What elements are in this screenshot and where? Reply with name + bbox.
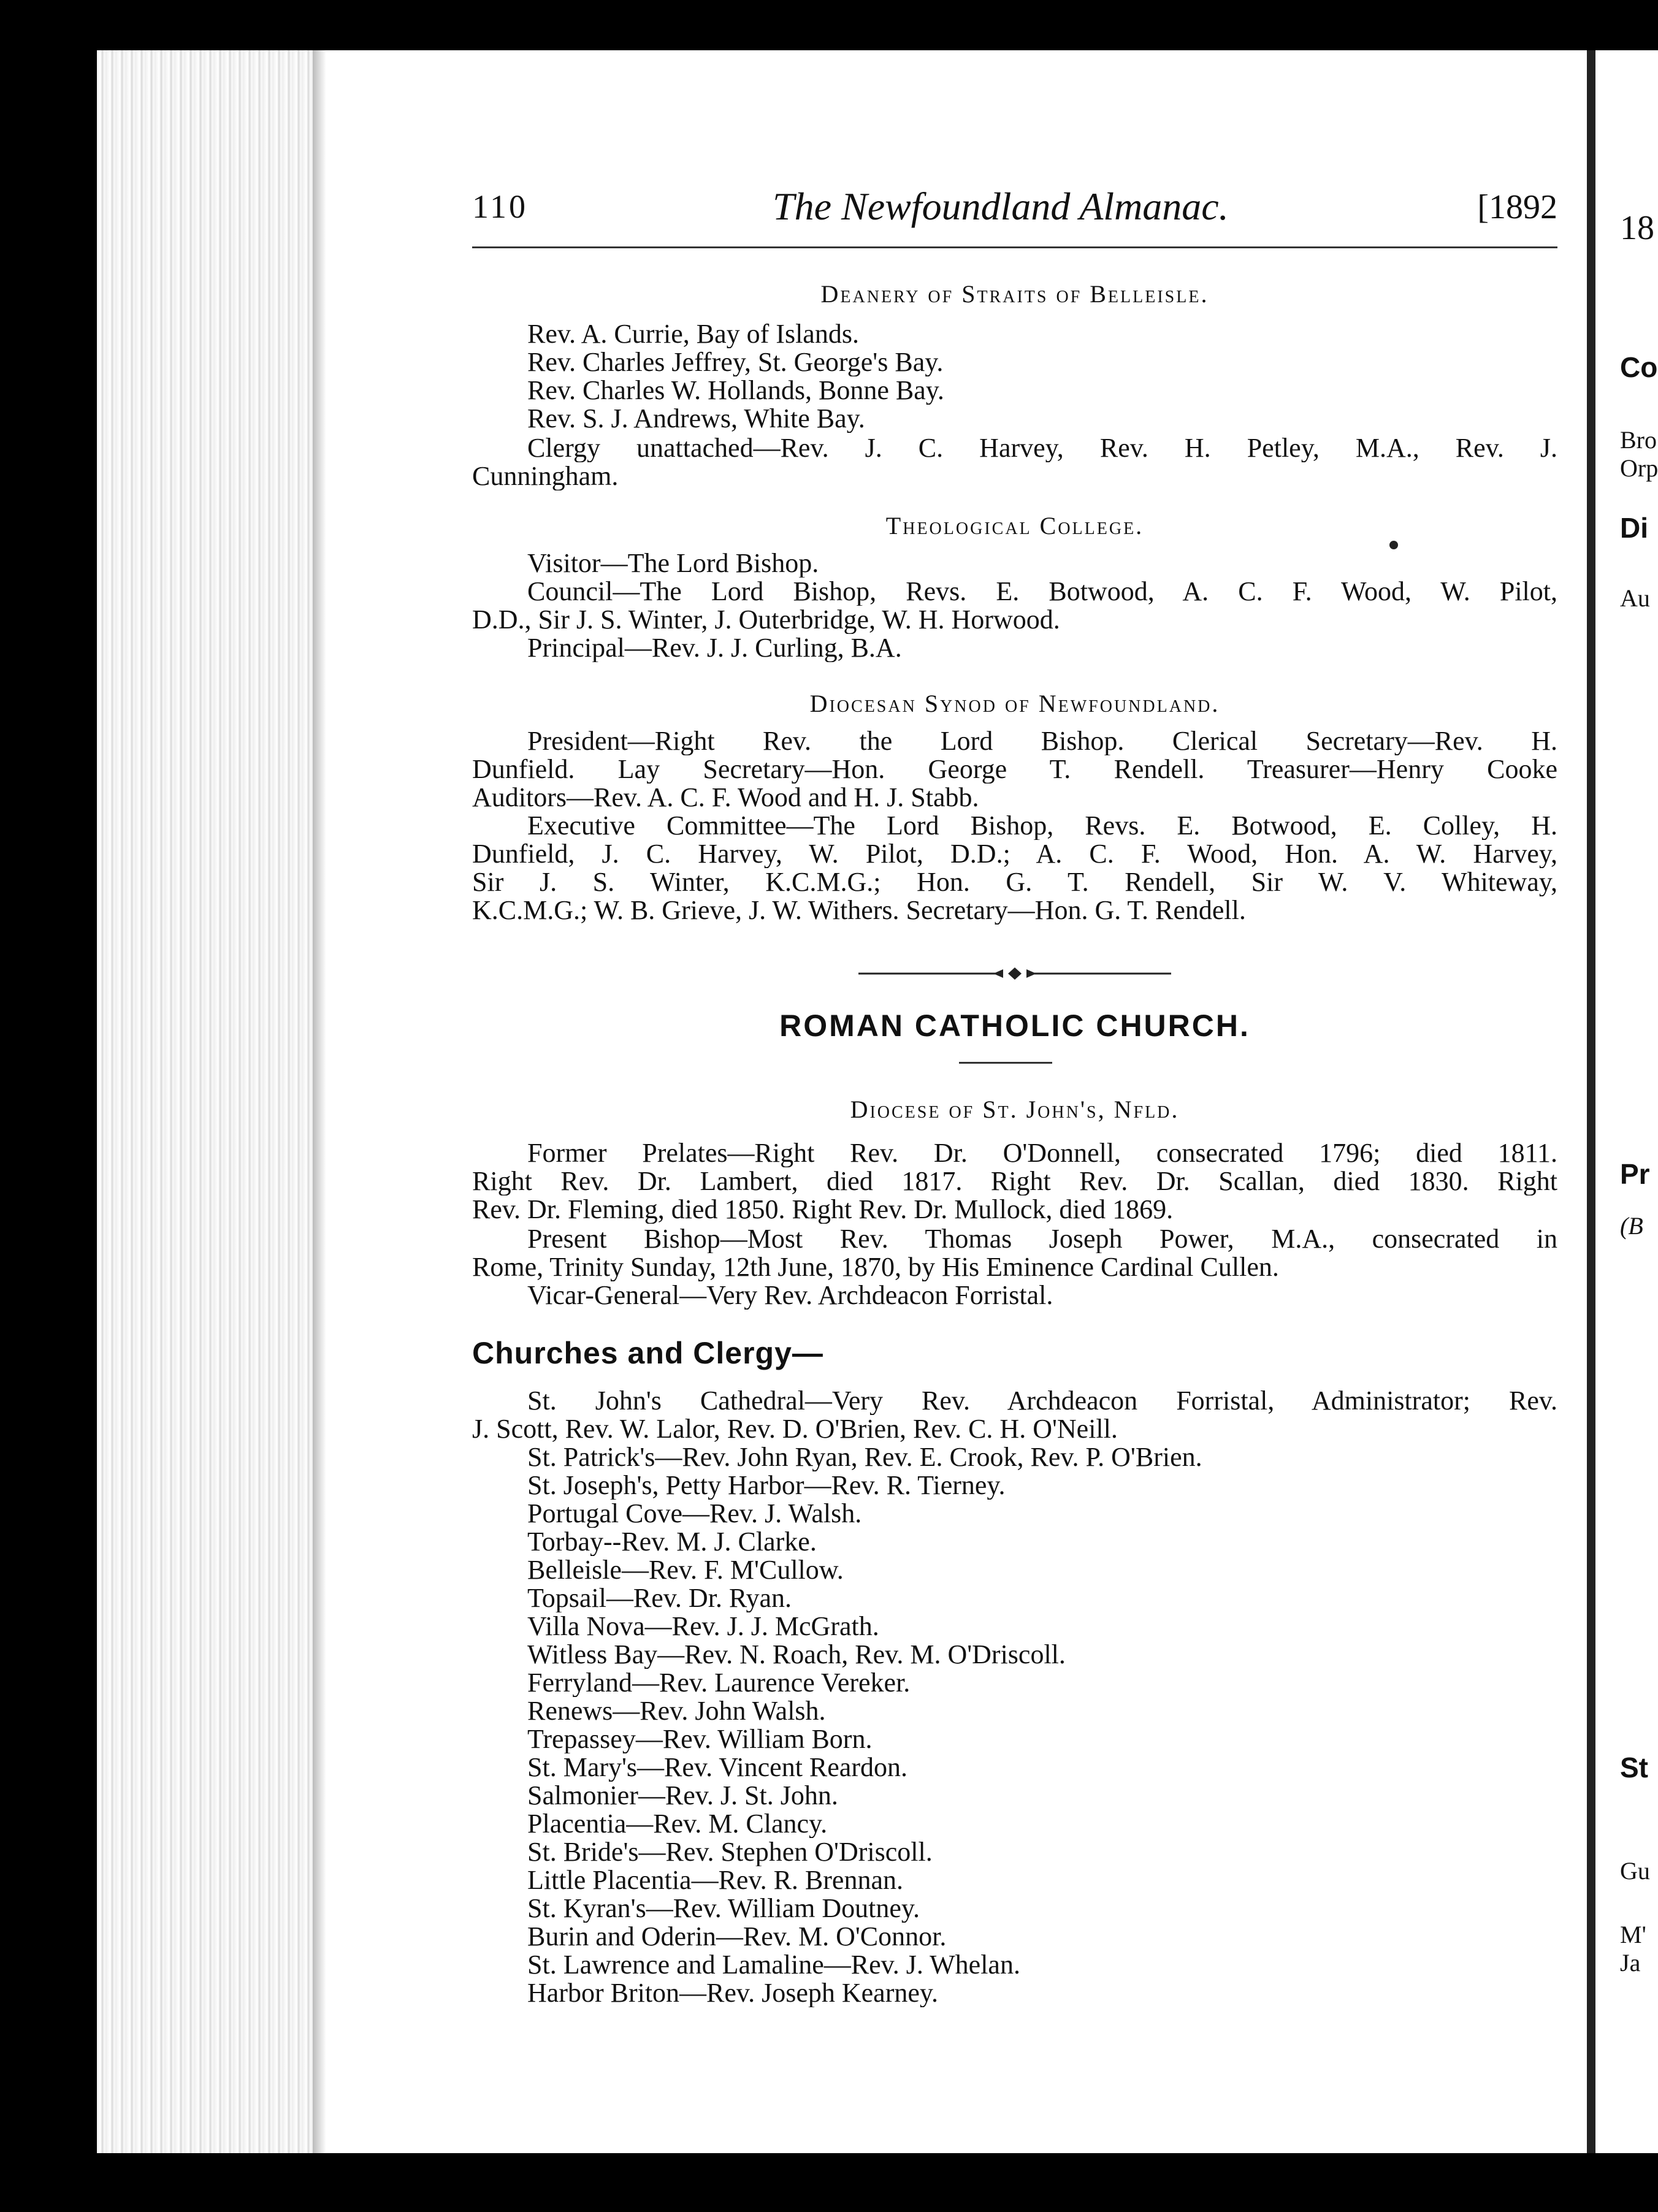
text-line: St. John's Cathedral—Very Rev. Archdeacon Forristal, Administrator; Rev. [527, 1387, 1557, 1415]
text-line: St. Bride's—Rev. Stephen O'Driscoll. [527, 1838, 933, 1866]
text-line: Auditors—Rev. A. C. F. Wood and H. J. Stabb. [472, 784, 979, 812]
text-line: St. Lawrence and Lamaline—Rev. J. Whelan. [527, 1951, 1020, 1979]
section-heading-deanery: Deanery of Straits of Belleisle. [820, 280, 1209, 308]
text-line: Little Placentia—Rev. R. Brennan. [527, 1866, 903, 1894]
text-line: St. Kyran's—Rev. William Doutney. [527, 1894, 920, 1923]
text-line: Council—The Lord Bishop, Revs. E. Botwood, A. C. F. Wood, W. Pilot, [527, 578, 1557, 606]
text-line: St. Patrick's—Rev. John Ryan, Rev. E. Crook, Rev. P. O'Brien. [527, 1443, 1202, 1471]
facing-page-number: 18 [1620, 209, 1654, 247]
scan-border-top [0, 0, 1658, 50]
facing-page-fragment [1595, 50, 1658, 2153]
title-underline [959, 1062, 1052, 1064]
text-line: Rev. Charles Jeffrey, St. George's Bay. [527, 348, 944, 376]
text-line: Dunfield, J. C. Harvey, W. Pilot, D.D.; A. C. F. Wood, Hon. A. W. Harvey, [472, 840, 1557, 868]
facing-heading-fragment: Pr [1620, 1158, 1650, 1190]
scan-border-left [0, 0, 97, 2212]
text-line: Burin and Oderin—Rev. M. O'Connor. [527, 1923, 947, 1951]
text-line: Rev. S. J. Andrews, White Bay. [527, 405, 865, 433]
text-line: Executive Committee—The Lord Bishop, Revs. E. Botwood, E. Colley, H. [527, 812, 1557, 840]
text-line: Witless Bay—Rev. N. Roach, Rev. M. O'Driscoll. [527, 1641, 1066, 1669]
text-line: St. Mary's—Rev. Vincent Reardon. [527, 1753, 907, 1782]
page-edge-shadow [313, 50, 326, 2153]
scan-border-bottom [0, 2153, 1658, 2212]
text-line: Ferryland—Rev. Laurence Vereker. [527, 1669, 911, 1697]
facing-text-fragment: Ja [1620, 1949, 1641, 1977]
text-line: Rev. Dr. Fleming, died 1850. Right Rev. Dr. Mullock, died 1869. [472, 1196, 1174, 1224]
facing-heading-fragment: Di [1620, 512, 1648, 544]
book-page-edges [97, 50, 324, 2153]
text-line: Visitor—The Lord Bishop. [527, 549, 819, 578]
facing-text-fragment: M' [1620, 1921, 1646, 1948]
text-line: Villa Nova—Rev. J. J. McGrath. [527, 1612, 879, 1641]
text-line: Torbay--Rev. M. J. Clarke. [527, 1528, 817, 1556]
running-title: The Newfoundland Almanac. [773, 185, 1229, 228]
page-header [472, 184, 1557, 239]
facing-heading-fragment: Co [1620, 351, 1658, 383]
text-line: Rome, Trinity Sunday, 12th June, 1870, by His Eminence Cardinal Cullen. [472, 1253, 1279, 1281]
text-line: Rev. Charles W. Hollands, Bonne Bay. [527, 376, 944, 405]
text-line: Portugal Cove—Rev. J. Walsh. [527, 1500, 862, 1528]
text-line: St. Joseph's, Petty Harbor—Rev. R. Tierney. [527, 1471, 1006, 1500]
facing-text-fragment: Bro [1620, 426, 1657, 454]
text-line: President—Right Rev. the Lord Bishop. Clerical Secretary—Rev. H. [527, 727, 1557, 755]
text-line: D.D., Sir J. S. Winter, J. Outerbridge, W. H. Horwood. [472, 606, 1060, 634]
section-heading-diocesan-synod: Diocesan Synod of Newfoundland. [809, 690, 1220, 717]
page-number: 110 [472, 188, 528, 225]
text-line: Clergy unattached—Rev. J. C. Harvey, Rev. H. Petley, M.A., Rev. J. [527, 434, 1557, 462]
text-line: Dunfield. Lay Secretary—Hon. George T. Rendell. Treasurer—Henry Cooke [472, 755, 1557, 784]
text-line: Renews—Rev. John Walsh. [527, 1697, 826, 1725]
text-line: Cunningham. [472, 462, 619, 490]
text-line: Harbor Briton—Rev. Joseph Kearney. [527, 1979, 939, 2007]
section-heading-diocese: Diocese of St. John's, Nfld. [850, 1096, 1180, 1123]
text-line: Rev. A. Currie, Bay of Islands. [527, 320, 859, 348]
facing-text-fragment: Orp [1620, 454, 1658, 482]
text-line: Trepassey—Rev. William Born. [527, 1725, 873, 1753]
text-line: J. Scott, Rev. W. Lalor, Rev. D. O'Brien, Rev. C. H. O'Neill. [472, 1415, 1118, 1443]
text-line: Salmonier—Rev. J. St. John. [527, 1782, 838, 1810]
facing-text-fragment: Au [1620, 584, 1650, 612]
header-rule [472, 246, 1557, 248]
text-line: Present Bishop—Most Rev. Thomas Joseph Power, M.A., consecrated in [527, 1225, 1557, 1253]
text-line: Vicar-General—Very Rev. Archdeacon Forristal. [527, 1281, 1053, 1310]
stray-dot [1389, 541, 1398, 549]
facing-text-fragment: Gu [1620, 1857, 1650, 1885]
text-line: Placentia—Rev. M. Clancy. [527, 1810, 828, 1838]
section-title-roman-catholic: ROMAN CATHOLIC CHURCH. [779, 1009, 1250, 1043]
facing-text-fragment: (B [1620, 1212, 1643, 1240]
text-line: Belleisle—Rev. F. M'Cullow. [527, 1556, 844, 1584]
text-line: Sir J. S. Winter, K.C.M.G.; Hon. G. T. Rendell, Sir W. V. Whiteway, [472, 868, 1557, 896]
text-line: Right Rev. Dr. Lambert, died 1817. Right Rev. Dr. Scallan, died 1830. Right [472, 1167, 1557, 1196]
text-line: K.C.M.G.; W. B. Grieve, J. W. Withers. Secretary—Hon. G. T. Rendell. [472, 896, 1246, 925]
book-gutter [1587, 50, 1595, 2153]
section-heading-theological-college: Theological College. [885, 512, 1144, 540]
text-line: Former Prelates—Right Rev. Dr. O'Donnell, consecrated 1796; died 1811. [527, 1139, 1557, 1167]
ornamental-divider [858, 966, 1171, 981]
header-year: [1892 [1477, 188, 1557, 226]
text-line: Principal—Rev. J. J. Curling, B.A. [527, 634, 902, 662]
text-line: Topsail—Rev. Dr. Ryan. [527, 1584, 792, 1612]
subheading-churches-clergy: Churches and Clergy— [472, 1336, 823, 1370]
facing-heading-fragment: St [1620, 1752, 1648, 1783]
